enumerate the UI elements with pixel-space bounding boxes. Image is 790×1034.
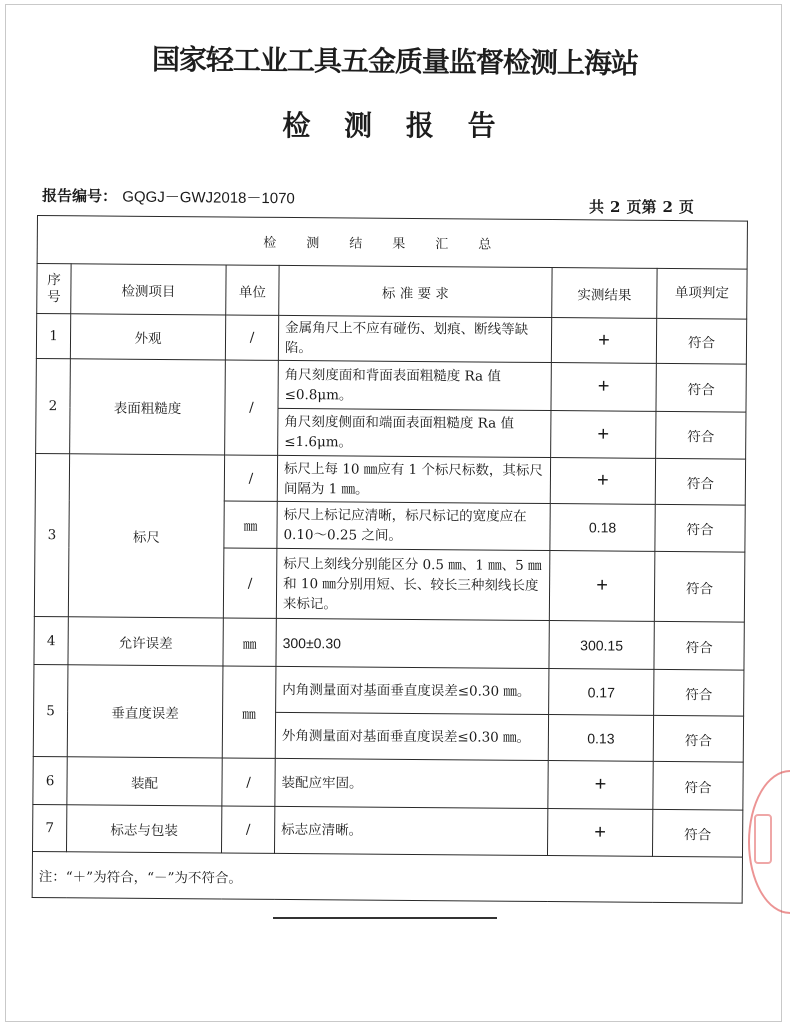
report-number-label: 报告编号： bbox=[41, 186, 118, 206]
cell-unit: / bbox=[223, 548, 277, 618]
page-total: 2 bbox=[610, 198, 621, 216]
cell-result: + bbox=[551, 363, 656, 412]
cell-standard: 标尺上刻线分别能区分 0.5 ㎜、1 ㎜、5 ㎜和 10 ㎜分别用短、长、较长三种刻线长度来标记。 bbox=[276, 548, 550, 620]
report-number-value: GQGJ－GWJ2018－1070 bbox=[122, 188, 295, 208]
cell-seq: 3 bbox=[34, 453, 69, 616]
summary-title: 检测结果汇总 bbox=[37, 216, 747, 270]
cell-result: + bbox=[549, 551, 655, 622]
cell-result: + bbox=[547, 809, 652, 857]
cell-judgement: 符合 bbox=[655, 458, 745, 505]
org-title: 国家轻工业工具五金质量监督检测上海站 bbox=[151, 42, 639, 81]
cell-judgement: 符合 bbox=[652, 809, 742, 857]
cell-unit: ㎜ bbox=[223, 618, 276, 666]
table-row bbox=[34, 664, 744, 716]
cell-judgement: 符合 bbox=[654, 669, 744, 716]
end-rule bbox=[273, 917, 497, 919]
header-result: 实测结果 bbox=[552, 268, 657, 319]
cell-unit: / bbox=[225, 360, 279, 455]
cell-judgement: 符合 bbox=[656, 411, 746, 459]
cell-item: 标尺 bbox=[68, 454, 224, 618]
doc-title: 检 测 报 告 bbox=[282, 109, 508, 142]
table-row bbox=[33, 804, 743, 857]
header-judgement: 单项判定 bbox=[657, 268, 747, 319]
page-current-suffix: 页 bbox=[678, 198, 694, 216]
cell-result: + bbox=[548, 761, 653, 810]
cell-result: + bbox=[550, 458, 655, 505]
table-row bbox=[36, 314, 746, 365]
table-note: 注：“＋”为符合，“－”为不符合。 bbox=[32, 851, 742, 903]
cell-judgement: 符合 bbox=[654, 621, 744, 670]
cell-standard: 标尺上每 10 ㎜应有 1 个标尺标数，其标尺间隔为 1 ㎜。 bbox=[277, 455, 550, 503]
cell-item: 标志与包装 bbox=[66, 805, 221, 853]
header-standard: 标 准 要 求 bbox=[279, 265, 552, 317]
cell-seq: 4 bbox=[34, 616, 68, 664]
cell-result: 0.18 bbox=[550, 504, 655, 552]
cell-result: 0.17 bbox=[549, 669, 654, 716]
cell-unit: ㎜ bbox=[224, 501, 277, 548]
header-seq: 序号 bbox=[37, 264, 71, 314]
cell-item: 表面粗糙度 bbox=[70, 359, 226, 455]
page-counter bbox=[586, 196, 697, 217]
cell-seq: 7 bbox=[33, 804, 67, 851]
table-row bbox=[35, 453, 745, 505]
table-row bbox=[34, 616, 744, 670]
cell-judgement: 符合 bbox=[656, 363, 746, 412]
cell-result: + bbox=[551, 411, 656, 459]
seal-mark bbox=[754, 814, 772, 864]
header-item: 检测项目 bbox=[71, 264, 226, 315]
page-total-suffix: 页第 bbox=[626, 198, 657, 216]
cell-item: 外观 bbox=[70, 314, 225, 360]
cell-judgement: 符合 bbox=[653, 715, 743, 762]
cell-result: 0.13 bbox=[548, 715, 653, 762]
cell-standard: 300±0.30 bbox=[276, 618, 549, 668]
cell-standard: 角尺刻度侧面和端面表面粗糙度 Ra 值≤1.6μm。 bbox=[278, 408, 551, 457]
cell-unit: / bbox=[225, 315, 278, 360]
cell-seq: 5 bbox=[33, 664, 68, 756]
cell-result: + bbox=[551, 318, 656, 364]
table-row bbox=[33, 756, 743, 810]
cell-standard: 角尺刻度面和背面表面粗糙度 Ra 值≤0.8μm。 bbox=[278, 360, 551, 410]
cell-result: 300.15 bbox=[549, 621, 654, 670]
cell-standard: 装配应牢固。 bbox=[275, 758, 548, 808]
report-number bbox=[42, 185, 295, 209]
cell-standard: 金属角尺上不应有碰伤、划痕、断线等缺陷。 bbox=[278, 315, 551, 362]
cell-standard: 标志应清晰。 bbox=[274, 806, 547, 855]
cell-item: 允许误差 bbox=[68, 617, 223, 666]
cell-unit: ㎜ bbox=[222, 666, 276, 758]
page-total-prefix: 共 bbox=[589, 198, 605, 216]
table-row bbox=[36, 358, 746, 412]
cell-unit: / bbox=[221, 806, 274, 853]
cell-judgement: 符合 bbox=[656, 318, 746, 364]
cell-item: 装配 bbox=[67, 757, 222, 806]
cell-seq: 2 bbox=[36, 358, 71, 453]
cell-unit: / bbox=[224, 455, 277, 501]
header-unit: 单位 bbox=[226, 265, 279, 315]
cell-standard: 外角测量面对基面垂直度误差≤0.30 ㎜。 bbox=[275, 712, 548, 760]
cell-seq: 6 bbox=[33, 756, 67, 804]
cell-unit: / bbox=[222, 758, 275, 806]
cell-standard: 标尺上标记应清晰，标尺标记的宽度应在0.10～0.25 之间。 bbox=[277, 501, 550, 550]
cell-judgement: 符合 bbox=[655, 504, 745, 552]
cell-judgement: 符合 bbox=[653, 761, 743, 810]
cell-seq: 1 bbox=[36, 314, 70, 359]
page-current: 2 bbox=[662, 198, 673, 216]
cell-judgement: 符合 bbox=[654, 551, 745, 622]
cell-item: 垂直度误差 bbox=[67, 665, 223, 758]
cell-standard: 内角测量面对基面垂直度误差≤0.30 ㎜。 bbox=[276, 666, 549, 714]
results-table bbox=[32, 215, 748, 904]
